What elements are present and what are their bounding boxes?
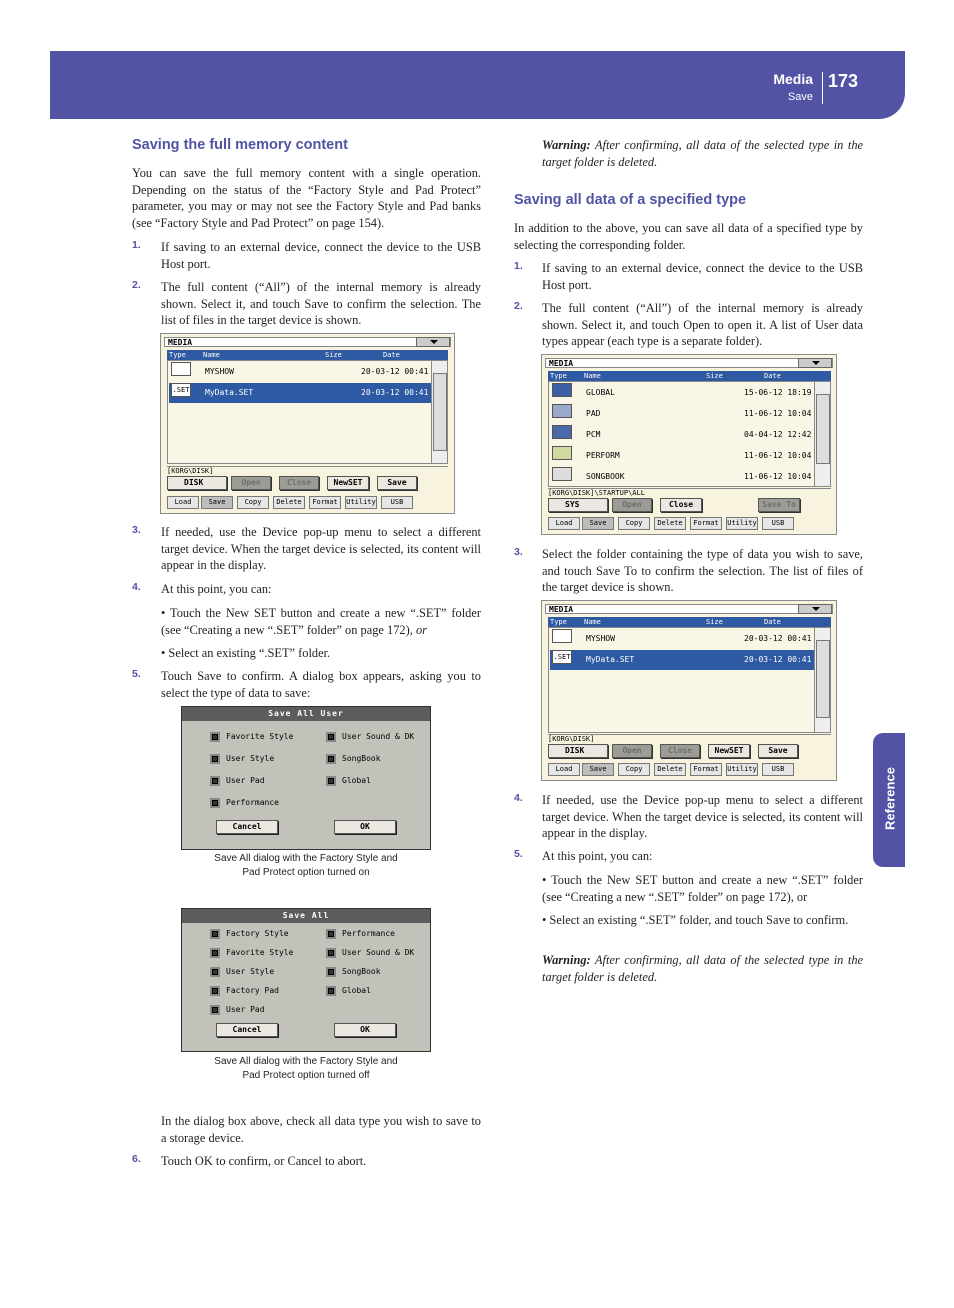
device-label: DISK [565,746,585,755]
file-name: MYSHOW [586,634,615,643]
col-date[interactable]: Date [764,372,781,380]
right-bullet-2: • Select an existing “.SET” folder, and touch Save to confirm. [542,913,849,927]
step-text: The full content (“All”) of the internal memory is already shown. Select it, and touch Open to open it. A list of User data types appear (each type is a separate folder). [542,301,863,349]
tab-save[interactable]: Save [582,763,614,776]
step-text: Touch Save to confirm. A dialog box appears, asking you to select the type of data to save: [161,669,481,700]
ok-button[interactable]: OK [334,1023,396,1037]
right-step-5 [514,848,863,866]
device-menu[interactable] [167,476,227,490]
col-type[interactable]: Type [169,351,186,359]
open-button[interactable]: Open [231,476,271,490]
step-number: 4. [514,792,523,804]
pad-icon [552,404,572,418]
left-step-1 [132,239,481,273]
tab-usb[interactable]: USB [762,517,794,530]
step-number: 4. [132,581,141,593]
file-date: 20-03-12 00:41 [744,655,812,664]
chevron-down-icon[interactable] [798,604,832,614]
folder-icon [171,362,191,376]
screen-title: MEDIA [164,337,451,347]
warning-label: Warning: [542,138,591,152]
section-title: Media [773,71,813,87]
close-button[interactable]: Close [279,476,319,490]
device-label: SYS [565,500,580,509]
list-item[interactable] [169,362,431,382]
list-item[interactable] [169,383,431,403]
left-step-3 [132,524,481,574]
step-text: If saving to an external device, connect the device to the USB Host port. [161,240,481,271]
folder-list [548,381,831,487]
step-text: If needed, use the Device pop-up menu to select a different target device. When the target device is selected, its content will appear in the display. [161,525,481,573]
cancel-button[interactable]: Cancel [216,1023,278,1037]
heading-saving-specified-type: Saving all data of a specified type [514,192,747,208]
step-text: Touch OK to confirm, or Cancel to abort. [161,1154,367,1168]
list-item[interactable]: GLOBAL 15-06-12 18:19 [550,383,814,403]
tab-save[interactable]: Save [582,517,614,530]
tab-delete[interactable]: Delete [654,517,686,530]
col-type[interactable]: Type [550,372,567,380]
step-text: If saving to an external device, connect the device to the USB Host port. [542,261,863,292]
list-item[interactable]: PERFORM 11-06-12 10:04 [550,446,814,466]
device-label: DISK [184,478,204,487]
col-type[interactable]: Type [550,618,567,626]
device-menu[interactable] [548,744,608,758]
device-menu[interactable] [548,498,608,512]
left-step-5 [132,668,481,702]
step-text: The full content (“All”) of the internal memory is already shown. Select it, and touch Save to confirm the selection. The list of files in the target device is shown. [161,280,481,328]
step-number: 5. [132,668,141,680]
step-number: 5. [514,848,523,860]
file-list [548,627,831,733]
scrollbar[interactable] [814,382,830,486]
column-header [548,371,831,381]
side-tab [873,733,905,867]
tab-utility[interactable]: Utility [345,496,377,509]
page-number: 173 [828,71,859,91]
column-header [548,617,831,627]
step-number: 2. [514,300,523,312]
save-all-user-dialog: Save All User Favorite Style User Sound & DK User Style SongBook User Pad Global Performance Cancel OK [181,706,431,850]
tab-load[interactable]: Load [548,763,580,776]
screen-title: MEDIA [545,358,833,368]
tab-format[interactable]: Format [309,496,341,509]
step-number: 2. [132,279,141,291]
save-button[interactable]: Save [758,744,798,758]
save-all-dialog: Save All Factory Style Performance Favorite Style User Sound & DK User Style SongBook Factory Pad Global User Pad Cancel OK [181,908,431,1052]
caption-dialog-2: Save All dialog with the Factory Style and Pad Protect option turned off [214,1056,398,1081]
new-set-button[interactable]: NewSET [327,476,369,490]
right-step-1 [514,260,863,294]
ok-button[interactable]: OK [334,820,396,834]
open-button[interactable]: Open [612,744,652,758]
tab-format[interactable]: Format [690,763,722,776]
path-display: [KORG\DISK] [548,734,831,743]
left-bullet-1 [161,605,481,638]
cancel-button[interactable]: Cancel [216,820,278,834]
left-step-2 [132,279,481,329]
list-item[interactable]: SONGBOOK 11-06-12 10:04 [550,467,814,487]
scrollbar[interactable] [814,628,830,732]
set-folder-icon: .SET [552,650,572,664]
left-step-6 [132,1153,481,1171]
col-name[interactable]: Name [584,372,601,380]
bullet-or: or [415,622,427,637]
caption-dialog-1: Save All dialog with the Factory Style and Pad Protect option turned on [214,853,398,878]
file-name: MyData.SET [586,655,635,664]
list-item[interactable] [550,629,814,649]
screen-title: MEDIA [545,604,833,614]
warning-2 [542,952,863,985]
warning-1 [542,137,863,170]
list-item[interactable]: PAD 11-06-12 10:04 [550,404,814,424]
warning-text: After confirming, all data of the selected type in the target folder is deleted. [542,953,864,984]
tab-load[interactable]: Load [167,496,199,509]
media-screen-folders [541,354,837,535]
close-button[interactable]: Close [660,744,700,758]
chevron-down-icon[interactable] [798,358,832,368]
chevron-down-icon[interactable] [416,337,450,347]
file-list [167,360,448,464]
save-button[interactable]: Save [377,476,417,490]
col-name[interactable]: Name [203,351,220,359]
scrollbar-thumb[interactable] [816,394,830,464]
dialog-title: Save All User [182,707,430,721]
step-text: At this point, you can: [542,849,653,863]
new-set-button[interactable]: NewSET [708,744,750,758]
file-date: 20-03-12 00:41 [744,634,812,643]
tab-format[interactable]: Format [690,517,722,530]
tab-save[interactable]: Save [201,496,233,509]
col-size[interactable]: Size [706,618,723,626]
left-step-4 [132,581,481,599]
tab-copy[interactable]: Copy [618,763,650,776]
step-number: 3. [514,546,523,558]
tab-utility[interactable]: Utility [726,763,758,776]
tab-copy[interactable]: Copy [237,496,269,509]
step-text: If needed, use the Device pop-up menu to select a different target device. When the target device is selected, its content will appear in the display. [542,793,863,841]
tab-load[interactable]: Load [548,517,580,530]
column-header [167,350,448,360]
bullet-text: • Touch the New SET button and create a new “.SET” folder (see “Creating a new “.SET” folder” on page 172), [161,606,481,637]
file-name: MYSHOW [205,367,234,376]
step-text: At this point, you can: [161,582,272,596]
col-date[interactable]: Date [764,618,781,626]
step-text: Select the folder containing the type of data you wish to save, and touch Save To to confirm the selection. The list of files of the target device is shown. [542,547,863,595]
waveform-icon [552,425,572,439]
list-item[interactable] [550,650,814,670]
globe-icon [552,383,572,397]
warning-text: After confirming, all data of the selected type in the target folder is deleted. [542,138,864,169]
close-button[interactable]: Close [660,498,702,512]
scrollbar[interactable] [431,361,447,463]
right-step-4 [514,792,863,842]
list-item[interactable]: PCM 04-04-12 12:42 [550,425,814,445]
col-size[interactable]: Size [325,351,342,359]
left-intro: You can save the full memory content with a single operation. Depending on the status of the “Factory Style and Pad Protect” parameter, you may or may not see the Factory Style and Pad banks (see “Factory Style and Pad Protect” on page 154). [132,166,481,230]
performance-icon [552,446,572,460]
right-intro: In addition to the above, you can save all data of a specified type by selecting the corresponding folder. [514,221,863,252]
right-step-3 [514,546,863,596]
songbook-icon [552,467,572,481]
tab-usb[interactable]: USB [762,763,794,776]
step-number: 6. [132,1153,141,1165]
page-header [50,51,905,119]
folder-icon [552,629,572,643]
step-number: 1. [514,260,523,272]
col-size[interactable]: Size [706,372,723,380]
left-bullet-2: • Select an existing “.SET” folder. [161,646,331,660]
scrollbar-thumb[interactable] [816,640,830,718]
file-date: 20-03-12 00:41 [361,367,429,376]
path-display: [KORG\DISK]\STARTUP\ALL [548,488,831,497]
subsection-title: Save [787,91,813,103]
open-button[interactable]: Open [612,498,652,512]
step-number: 3. [132,524,141,536]
heading-saving-full-memory: Saving the full memory content [132,137,348,153]
file-date: 20-03-12 00:41 [361,388,429,397]
media-screen-save-to [541,600,837,781]
tab-delete[interactable]: Delete [273,496,305,509]
tab-copy[interactable]: Copy [618,517,650,530]
scrollbar-thumb[interactable] [433,373,447,451]
warning-label: Warning: [542,953,591,967]
tab-usb[interactable]: USB [381,496,413,509]
left-after-dialog: In the dialog box above, check all data type you wish to save to a storage device. [161,1114,481,1145]
path-display: [KORG\DISK] [167,466,448,475]
col-date[interactable]: Date [383,351,400,359]
tab-utility[interactable]: Utility [726,517,758,530]
file-name: MyData.SET [205,388,254,397]
step-number: 1. [132,239,141,251]
col-name[interactable]: Name [584,618,601,626]
save-to-button[interactable]: Save To [758,498,800,512]
right-bullet-1: • Touch the New SET button and create a new “.SET” folder (see “Creating a new “.SET” folder” on page 172), or [542,873,863,904]
header-divider [822,72,823,104]
media-screen-save [160,333,455,514]
tab-delete[interactable]: Delete [654,763,686,776]
dialog-title: Save All [182,909,430,923]
set-folder-icon: .SET [171,383,191,397]
right-step-2 [514,300,863,350]
side-tab-label: Reference [882,767,898,830]
